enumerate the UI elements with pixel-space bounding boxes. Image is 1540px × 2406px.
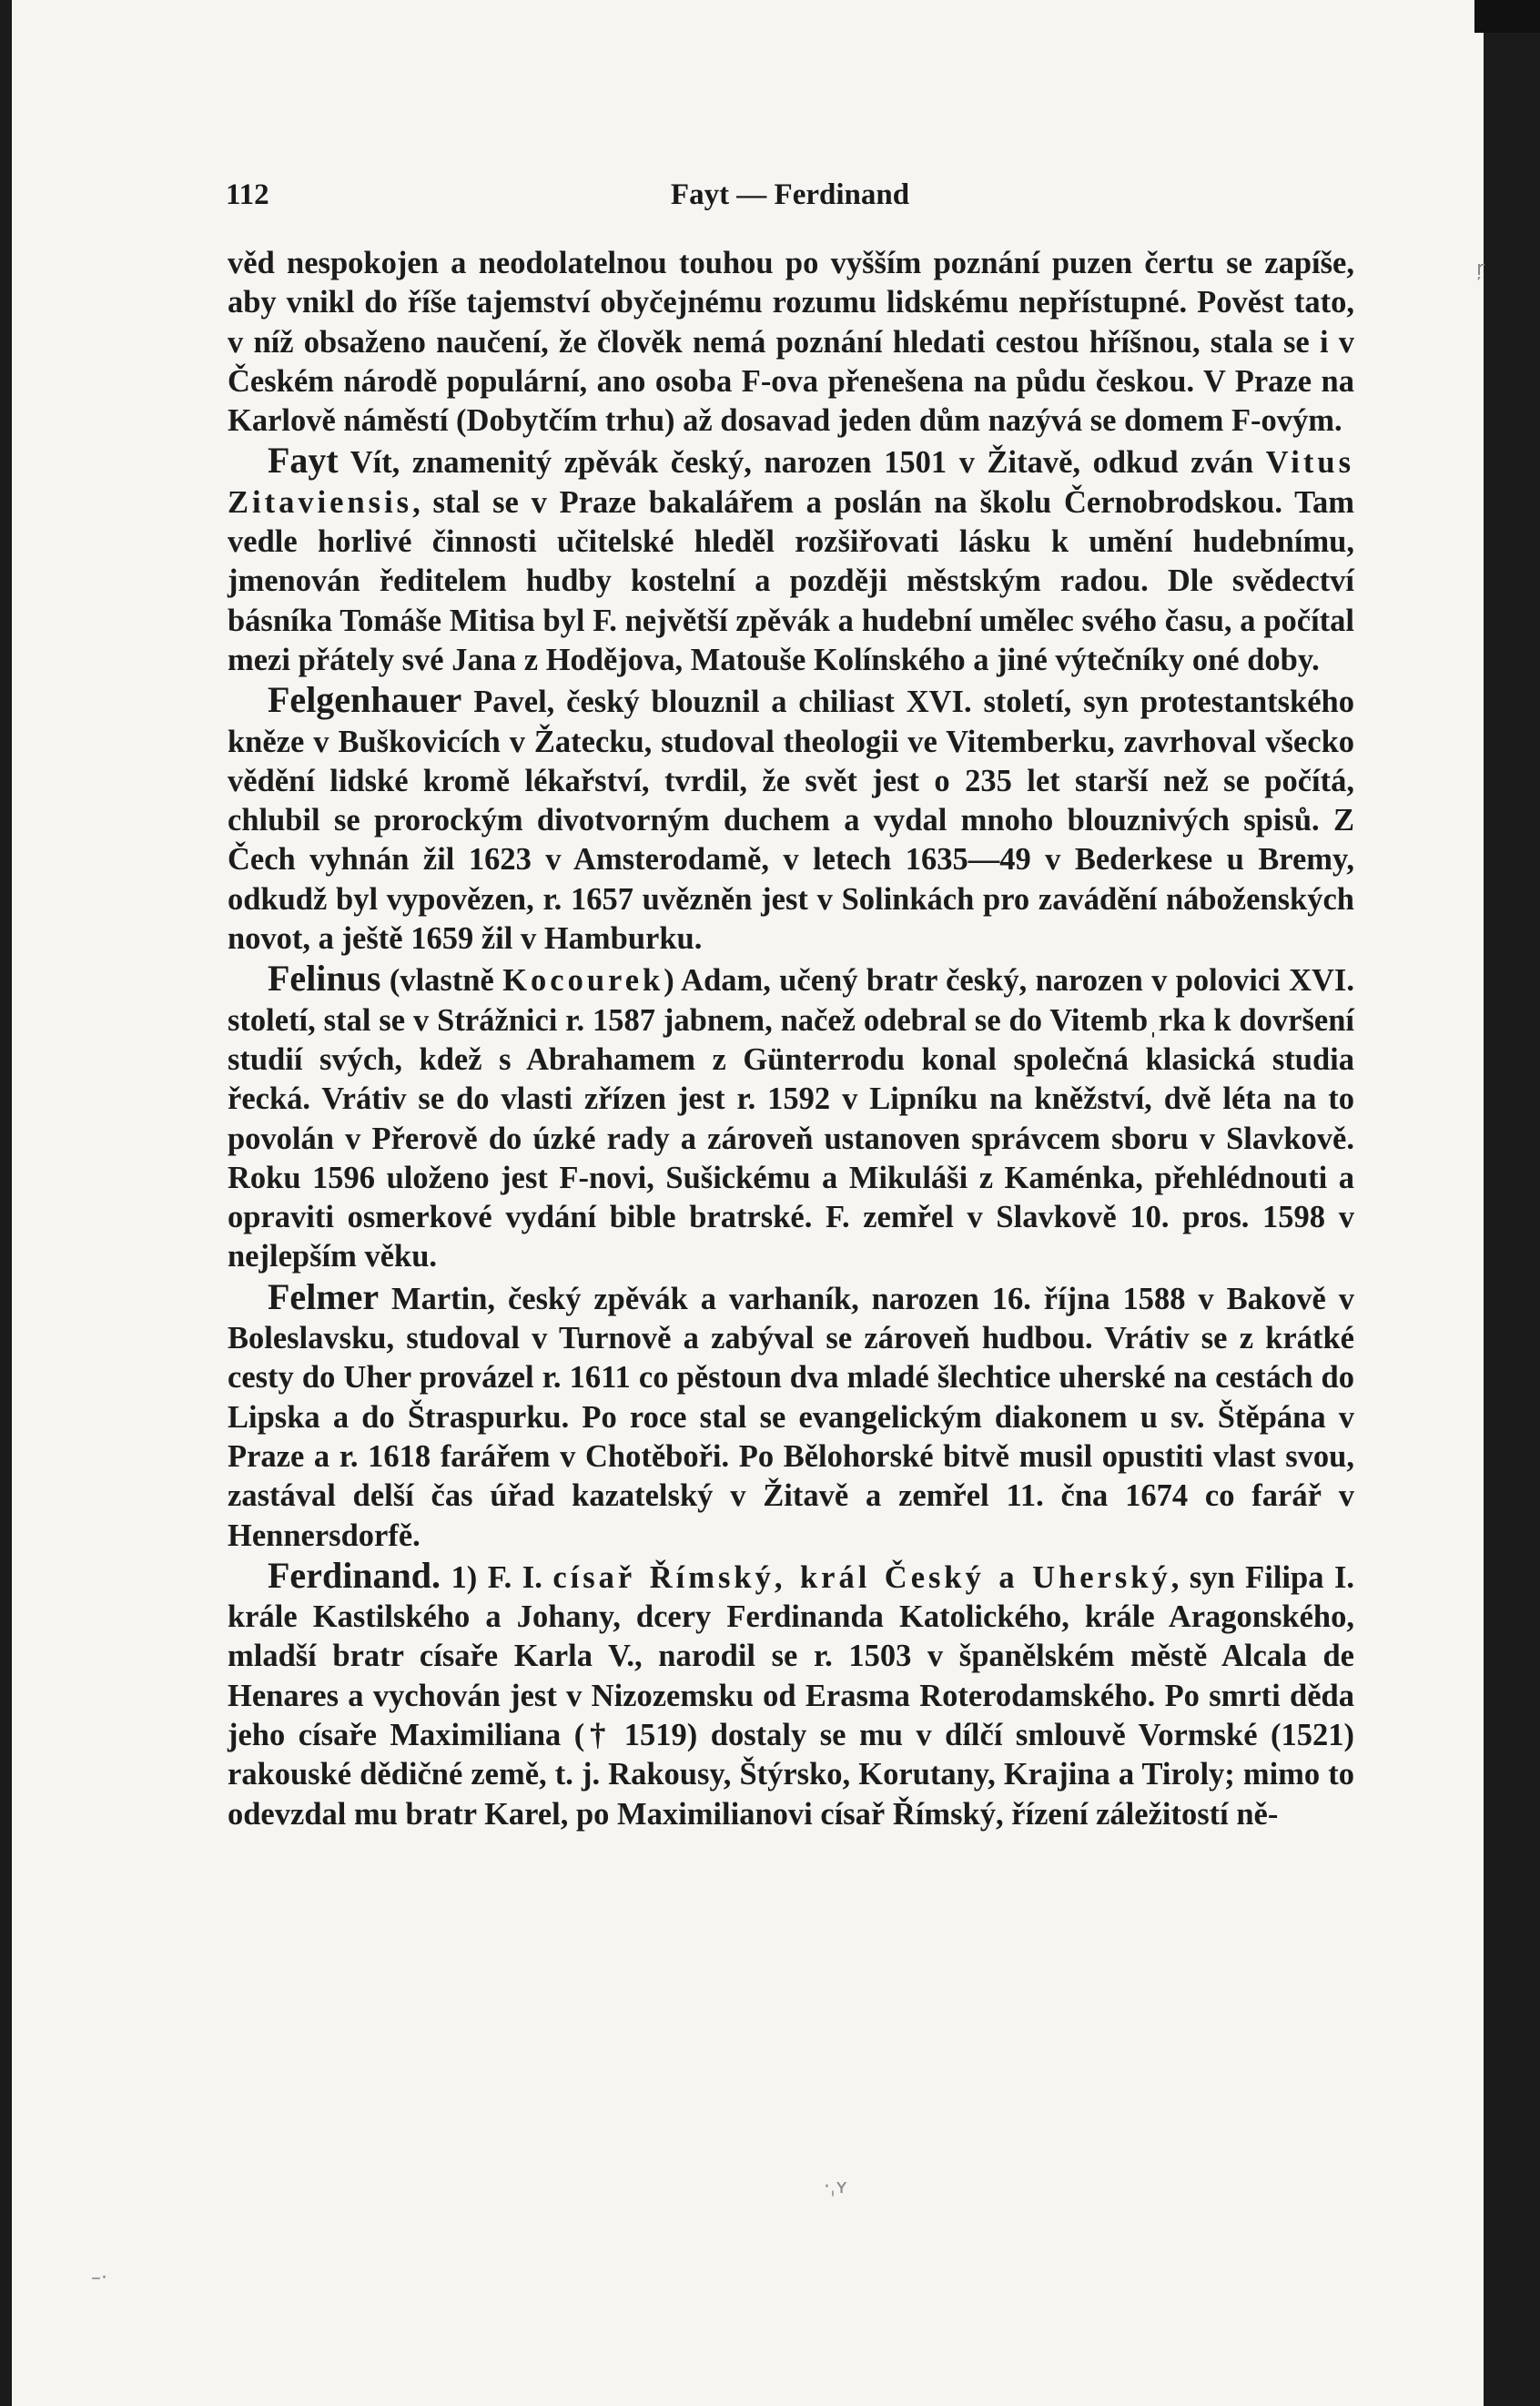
text-segment: Pavel, český blouznil a chiliast XVI. století, syn protestantského kněze v Buškovicích v Žatecku, studoval theologii ve Vitemberku, zavrhoval všecko vědění lidské kromě lékařství, tvrdil, že svět jest o 235 let starší než se počítá, chlubil se prorockým divotvorným duchem a vydal mnoho blouznivých spisů. Z Čech vyhnán žil 1623 v Amsterodamě, v letech 1635—49 v Bederkese u Bremy, odkudž byl vypovězen, r. 1657 uvězněn jest v Solinkách pro zavádění náboženských novot, a ještě 1659 žil v Hamburku. bbox=[228, 685, 1354, 957]
scan-corner bbox=[1474, 0, 1540, 33]
entry-headword: Ferdinand. bbox=[268, 1554, 441, 1596]
entry-paragraph bbox=[228, 1556, 1354, 1834]
entry-headword: Felinus bbox=[268, 958, 381, 1000]
text-segment: (vlastně bbox=[380, 963, 503, 999]
spaced-text: Vitus Zitaviensis bbox=[228, 445, 1354, 520]
text-segment: , stal se v Praze bakalářem a poslán na školu Černobrodskou. Tam vedle horlivé činnosti učitelské hleděl rozšiřovati lásku k umění hudebnímu, jmenován ředitelem hudby kostelní a později městským radou. Dle svědectví básníka Tomáše Mitisa byl F. největší zpěvák a hudební umělec svého času, a počítal mezi přátely své Jana z Hodějova, Matouše Kolínského a jiné výtečníky oné doby. bbox=[228, 484, 1354, 677]
page-number: 112 bbox=[226, 178, 269, 211]
body-text bbox=[228, 244, 1354, 1834]
text-segment: 1) F. I. bbox=[441, 1559, 553, 1595]
entry-paragraph bbox=[228, 441, 1354, 680]
entry-paragraph bbox=[228, 680, 1354, 959]
entry-headword: Felmer bbox=[268, 1275, 380, 1317]
spaced-text: císař Římský, král Český a Uherský bbox=[552, 1559, 1171, 1595]
text-segment: , syn Filipa I. krále Kastilského a Johany, dcery Ferdinanda Katolického, krále Aragonského, mladší bratr císaře Karla V., narodil se r. 1503 v španělském městě Alcala de Henares a vychován jest v Nizozemsku od Erasma Roterodamského. Po smrti děda jeho císaře Maximiliana († 1519) dostaly se mu v dílčí smlouvě Vormské (1521) rakouské dědičné země, t. j. Rakousy, Štýrsko, Korutany, Krajina a Tiroly; mimo to odevzdal mu bratr Karel, po Maximilianovi císař Římský, řízení záležitostí ně- bbox=[228, 1559, 1354, 1832]
bottom-mark: ·ˌʏ bbox=[824, 2176, 848, 2198]
text-segment: Vít, znamenitý zpěvák český, narozen 1501 v Žitavě, odkud zván bbox=[338, 445, 1266, 481]
entry-headword: Felgenhauer bbox=[268, 679, 462, 721]
text-segment: Martin, český zpěvák a varhaník, narozen 16. října 1588 v Bakově v Boleslavsku, studoval v Turnově a zabýval se zároveň hudbou. Vrátiv se z krátké cesty do Uher provázel r. 1611 co pěstoun dva mladé šlechtice uherské na cestách do Lipska a do Štraspurku. Po roce stal se evangelickým diakonem u sv. Štěpána v Praze a r. 1618 farářem v Chotěboři. Po Bělohorské bitvě musil opustiti vlast svou, zastával delší čas úřad kazatelský v Žitavě a zemřel 11. čna 1674 co farář v Hennersdorfě. bbox=[228, 1281, 1354, 1553]
page-header bbox=[226, 178, 1354, 220]
entry-headword: Fayt bbox=[268, 440, 339, 482]
paragraph-continuation bbox=[228, 244, 1354, 441]
scan-border bbox=[1484, 0, 1540, 2406]
spaced-text: Kocourek bbox=[502, 963, 664, 999]
corner-mark: –· bbox=[91, 2267, 107, 2289]
text-segment: věd nespokojen a neodolatelnou touhou po vyšším poznání puzen čertu se zapíše, aby vnikl do říše tajemství obyčejnému rozumu lidskému nepřístupné. Pověst tato, v níž obsaženo naučení, že člověk nemá poznání hledati cestou hříšnou, stala se i v Českém národě populární, ano osoba F-ova přenešena na půdu českou. V Praze na Karlově náměstí (Dobytčím trhu) až dosavad jeden dům nazývá se domem F-ovým. bbox=[228, 246, 1354, 439]
entry-paragraph bbox=[228, 1277, 1354, 1556]
entry-paragraph bbox=[228, 959, 1354, 1276]
margin-mark: ŗ bbox=[1476, 258, 1485, 280]
text-segment: ) Adam, učený bratr český, narozen v polovici XVI. století, stal se v Strážnici r. 1587 jabnem, načež odebral se do Vitembˌrka k dovršení studií svých, kdež s Abrahamem z Günterrodu konal společná klasická studia řecká. Vrátiv se do vlasti zřízen jest r. 1592 v Lipníku na kněžství, dvě léta na to povolán v Přerově do úzké rady a zároveň ustanoven správcem sboru v Slavkově. Roku 1596 uloženo jest F-novi, Sušickému a Mikuláši z Kaménka, přehlédnouti a opraviti osmerkové vydání bible bratrské. F. zemřel v Slavkově 10. pros. 1598 v nejlepším věku. bbox=[228, 963, 1354, 1274]
running-title: Fayt — Ferdinand bbox=[670, 178, 910, 211]
